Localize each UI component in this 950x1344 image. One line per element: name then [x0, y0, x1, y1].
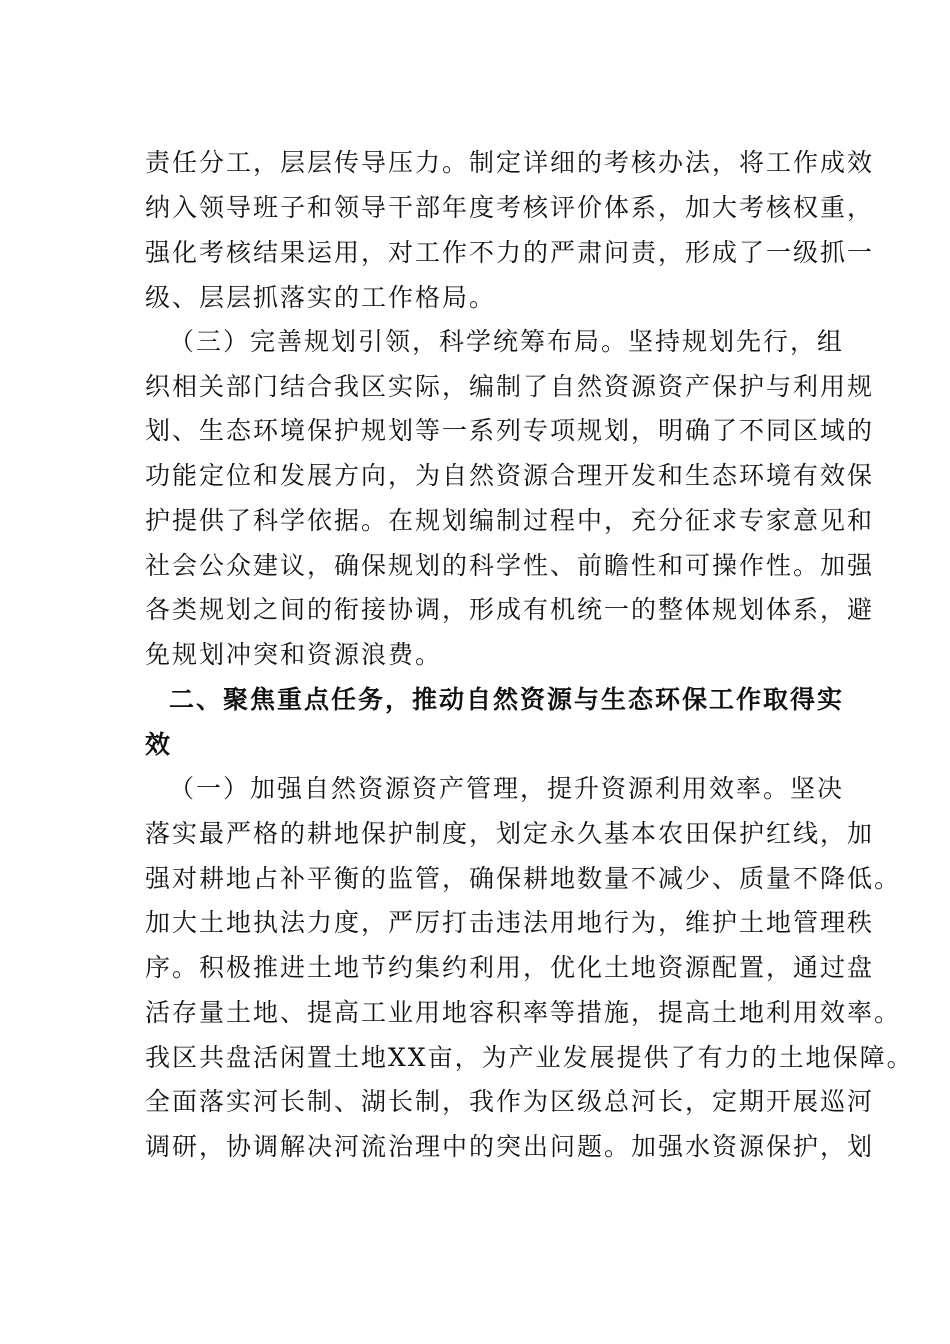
- section-subheading-line: （三）完善规划引领，科学统筹布局。坚持规划先行，组: [169, 327, 845, 356]
- text-line: 调研，协调解决河流治理中的突出问题。加强水资源保护，划: [145, 1132, 875, 1161]
- section-subheading-line: （一）加强自然资源资产管理，提升资源利用效率。坚决: [169, 774, 845, 803]
- text-line: 强化考核结果运用，对工作不力的严肃问责，形成了一级抓一: [145, 238, 875, 267]
- text-line: 序。积极推进土地节约集约利用，优化土地资源配置，通过盘: [145, 953, 875, 982]
- text-line: 免规划冲突和资源浪费。: [145, 640, 443, 669]
- text-line: 责任分工，层层传导压力。制定详细的考核办法，将工作成效: [145, 148, 875, 177]
- text-line: 我区共盘活闲置土地XX亩，为产业发展提供了有力的土地保障。: [145, 1043, 914, 1072]
- text-line: 社会公众建议，确保规划的科学性、前瞻性和可操作性。加强: [145, 551, 875, 580]
- text-line: 功能定位和发展方向，为自然资源合理开发和生态环境有效保: [145, 461, 875, 490]
- text-line: 织相关部门结合我区实际，编制了自然资源资产保护与利用规: [145, 372, 875, 401]
- text-line: 强对耕地占补平衡的监管，确保耕地数量不减少、质量不降低。: [145, 864, 902, 893]
- text-line: 全面落实河长制、湖长制，我作为区级总河长，定期开展巡河: [145, 1087, 875, 1116]
- text-line: 活存量土地、提高工业用地容积率等措施，提高土地利用效率。: [145, 998, 902, 1027]
- text-line: 护提供了科学依据。在规划编制过程中，充分征求专家意见和: [145, 506, 875, 535]
- text-line: 纳入领导班子和领导干部年度考核评价体系，加大考核权重，: [145, 193, 875, 222]
- text-line: 落实最严格的耕地保护制度，划定永久基本农田保护红线，加: [145, 819, 875, 848]
- section-heading: 二、聚焦重点任务，推动自然资源与生态环保工作取得实: [169, 685, 845, 714]
- section-heading-continuation: 效: [145, 730, 173, 759]
- text-line: 加大土地执法力度，严厉打击违法用地行为，维护土地管理秩: [145, 908, 875, 937]
- text-line: 各类规划之间的衔接协调，形成有机统一的整体规划体系，避: [145, 595, 875, 624]
- text-line: 划、生态环境保护规划等一系列专项规划，明确了不同区域的: [145, 416, 875, 445]
- text-line: 级、层层抓落实的工作格局。: [145, 283, 497, 312]
